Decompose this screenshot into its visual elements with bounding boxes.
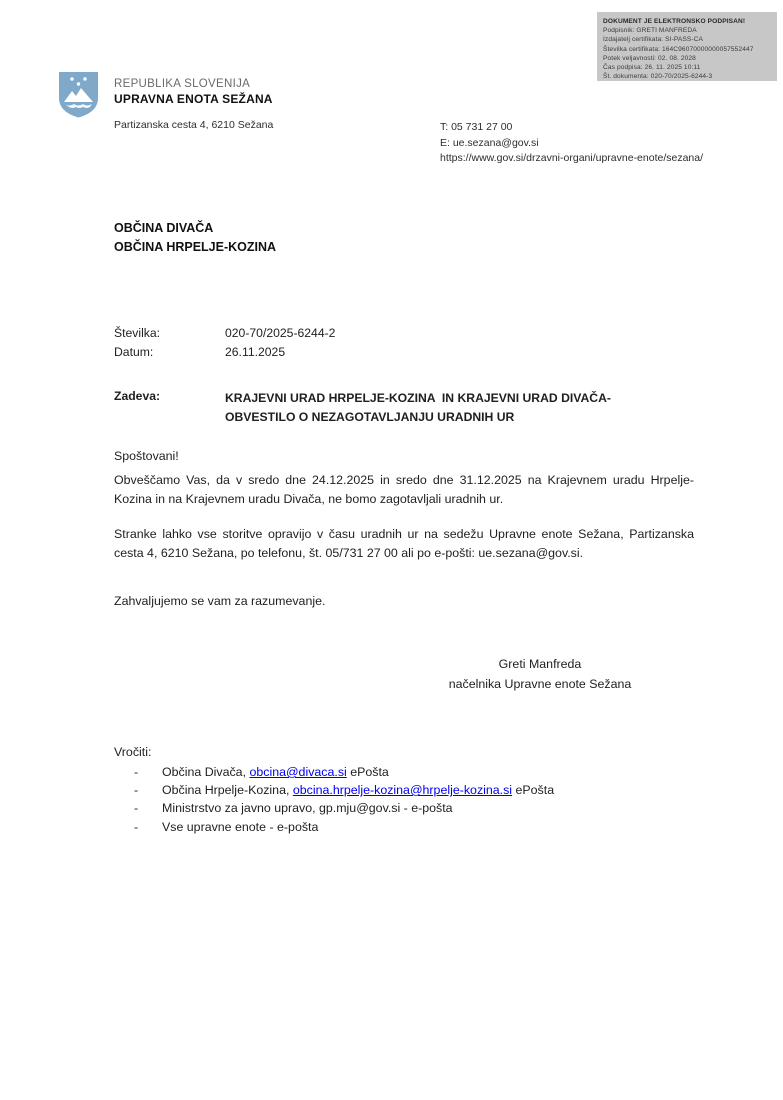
closing-line: Zahvaljujemo se vam za razumevanje.	[114, 594, 326, 608]
body-paragraph-2: Stranke lahko vse storitve opravijo v času uradnih ur na sedežu Upravne enote Sežana, Partizanska cesta 4, 6210 Sežana, po telefonu, št. 05/731 27 00 ali po e-pošti: ue.sezana@gov.si.	[114, 527, 694, 560]
subject-label: Zadeva:	[114, 389, 161, 403]
delivery-item	[134, 818, 554, 836]
list-dash: -	[134, 819, 139, 834]
stamp-cert-issuer: Izdajatelj certifikata: SI-PASS-CA	[603, 36, 704, 44]
reference-block	[114, 324, 335, 361]
subject-row	[114, 389, 611, 427]
org-address: Partizanska cesta 4, 6210 Sežana	[114, 119, 274, 131]
electronic-signature-stamp	[597, 12, 777, 81]
subject-line-2: OBVESTILO O NEZAGOTAVLJANJU URADNIH UR	[225, 410, 515, 424]
stamp-signer: Podpisnik: GRETI MANFREDA	[603, 27, 697, 35]
org-unit-line: UPRAVNA ENOTA SEŽANA	[114, 92, 273, 106]
signer-name: Greti Manfreda	[498, 657, 582, 671]
delivery-item-suffix: ePošta	[512, 783, 555, 798]
signer-title: načelnika Upravne enote Sežana	[448, 676, 632, 691]
reference-number-value: 020-70/2025-6244-2	[225, 326, 336, 340]
reference-date-label: Datum:	[114, 344, 154, 359]
delivery-item-text	[162, 781, 554, 799]
stamp-doc-number: Št. dokumenta: 020-70/2025-6244-3	[603, 73, 713, 81]
delivery-item	[134, 799, 554, 817]
delivery-item-text: Ministrstvo za javno upravo, gp.mju@gov.si - e-pošta	[162, 801, 453, 816]
list-dash: -	[134, 765, 139, 779]
delivery-item-text: Vse upravne enote - e-pošta	[162, 819, 319, 834]
subject-value	[225, 389, 611, 427]
list-dash: -	[134, 783, 139, 798]
delivery-label: Vročiti:	[114, 745, 152, 759]
slovenia-coat-of-arms-icon	[57, 71, 100, 118]
salutation: Spoštovani!	[114, 449, 179, 463]
list-dash: -	[134, 801, 139, 816]
reference-date-row	[114, 343, 335, 362]
delivery-list	[134, 763, 554, 836]
stamp-validity: Potek veljavnosti: 02. 08. 2028	[603, 54, 696, 62]
delivery-item-prefix: Občina Hrpelje-Kozina,	[162, 783, 293, 798]
reference-number-row	[114, 324, 335, 343]
signature-block	[390, 655, 690, 694]
stamp-cert-number: Številka certifikata: 164C96070000000057552447	[603, 45, 754, 53]
delivery-item	[134, 763, 554, 781]
recipient-1: OBČINA DIVAČA	[114, 221, 214, 235]
delivery-item	[134, 781, 554, 799]
body-paragraph-1: Obveščamo Vas, da v sredo dne 24.12.2025 in sredo dne 31.12.2025 na Krajevnem uradu Hrpelje-Kozina in na Krajevnem uradu Divača, ne bomo zagotavljali uradnih ur.	[114, 473, 694, 506]
email-link-hrpelje-kozina[interactable]: obcina.hrpelje-kozina@hrpelje-kozina.si	[292, 783, 513, 798]
header-org	[114, 77, 273, 107]
recipient-block	[114, 219, 276, 256]
contact-phone: T: 05 731 27 00	[440, 121, 513, 133]
delivery-item-text	[162, 763, 389, 781]
contact-block	[440, 120, 703, 167]
org-country-line: REPUBLIKA SLOVENIJA	[114, 78, 251, 90]
delivery-item-suffix: ePošta	[346, 765, 389, 779]
reference-date-value: 26.11.2025	[225, 344, 286, 359]
delivery-item-prefix: Občina Divača,	[162, 765, 250, 779]
email-link-divaca[interactable]: obcina@divaca.si	[249, 765, 347, 779]
recipient-2: OBČINA HRPELJE-KOZINA	[114, 239, 277, 254]
contact-website: https://www.gov.si/drzavni-organi/upravne-enote/sezana/	[440, 152, 704, 164]
stamp-sign-time: Čas podpisa: 26. 11. 2025 10:11	[603, 64, 701, 72]
contact-email: E: ue.sezana@gov.si	[440, 136, 539, 149]
reference-number-label: Številka:	[114, 326, 161, 340]
subject-line-1: KRAJEVNI URAD HRPELJE-KOZINA IN KRAJEVNI URAD DIVAČA-	[225, 391, 611, 405]
stamp-title: DOKUMENT JE ELEKTRONSKO PODPISAN!	[603, 18, 746, 25]
